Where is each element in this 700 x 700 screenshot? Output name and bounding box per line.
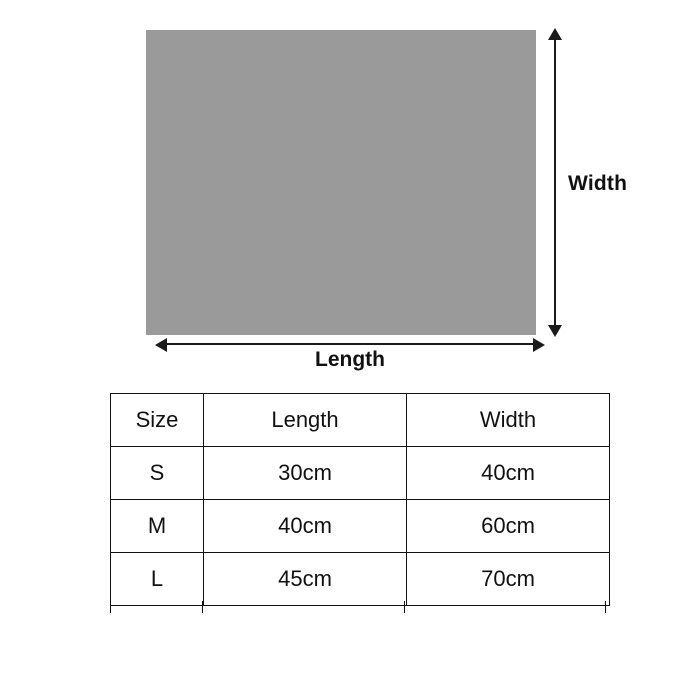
table-header-row [111, 394, 610, 447]
cell-length-s: 30cm [204, 447, 407, 500]
cell-size-s: S [111, 447, 204, 500]
table-row [111, 553, 610, 606]
cell-width-l: 70cm [407, 553, 610, 606]
cell-width-s: 40cm [407, 447, 610, 500]
cell-length-l: 45cm [204, 553, 407, 606]
width-arrow-down-icon [548, 325, 562, 337]
width-label: Width [568, 172, 628, 195]
length-label: Length [315, 348, 385, 371]
table-row [111, 447, 610, 500]
cell-size-l: L [111, 553, 204, 606]
header-size: Size [111, 394, 204, 447]
cell-width-m: 60cm [407, 500, 610, 553]
width-dimension-line [554, 30, 556, 335]
table-bottom-edge [110, 601, 606, 613]
length-dimension-line [162, 343, 536, 345]
cell-size-m: M [111, 500, 204, 553]
cell-length-m: 40cm [204, 500, 407, 553]
size-table [110, 393, 610, 606]
product-shape [146, 30, 536, 335]
table-row [111, 500, 610, 553]
header-width: Width [407, 394, 610, 447]
width-arrow-up-icon [548, 28, 562, 40]
header-length: Length [204, 394, 407, 447]
